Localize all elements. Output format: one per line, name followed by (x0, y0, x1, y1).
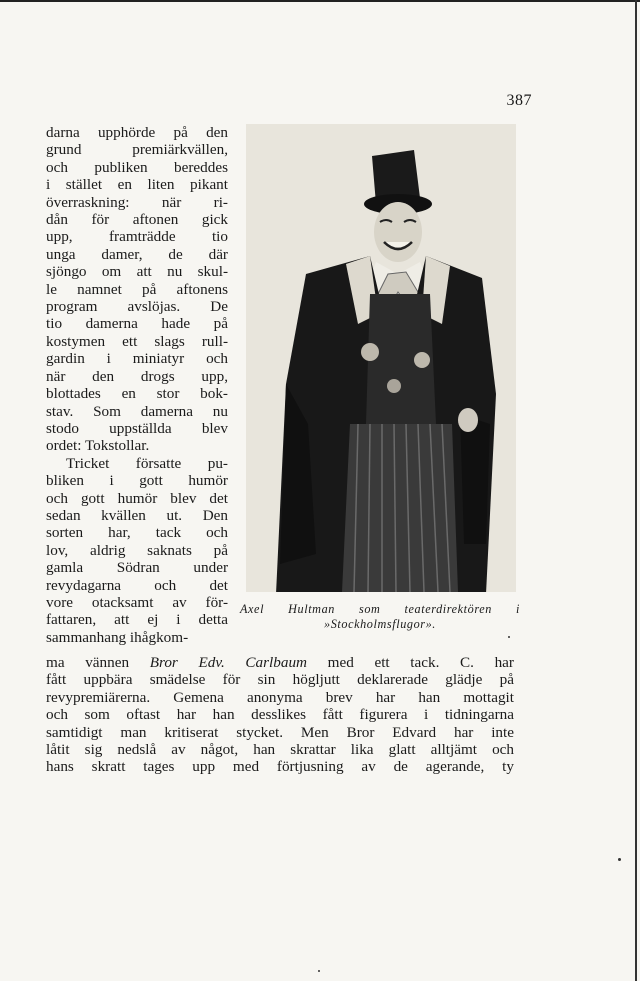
figure-caption (240, 602, 520, 632)
text-line: revypremiärerna. Gemena anonyma brev har han mottagit (46, 688, 514, 706)
text-segment: ma vännen (46, 654, 150, 671)
text-line: vore otacksamt av för- (46, 593, 228, 611)
speck-mark (508, 636, 510, 638)
person-name: Bror Edv. Carlbaum (149, 654, 308, 671)
caption-line: »Stockholmsflugor». (324, 617, 436, 631)
text-line: le namnet på aftonens (46, 280, 228, 298)
text-line: revydagarna och det (46, 576, 228, 594)
text-line: i stället en liten pikant (46, 176, 228, 194)
text-line: sedan kvällen ut. Den (46, 506, 228, 524)
speck-mark (618, 858, 621, 861)
page-number: 387 (506, 92, 532, 109)
photograph (246, 124, 516, 592)
text-line: dån för aftonen gick (46, 211, 228, 229)
text-line: fått uppbära smädelse för sin högljutt deklarerade glädje på (46, 671, 514, 689)
text-line (46, 654, 514, 671)
top-border-line (0, 0, 640, 2)
text-line: samtidigt man kritiserat stycket. Men Bror Edvard har inte (46, 723, 514, 741)
text-line: sorten har, tack och (46, 524, 228, 542)
text-line: stav. Som damerna nu (46, 402, 228, 420)
text-line: gamla Södran under (46, 559, 228, 577)
text-line: när den drogs upp, (46, 367, 228, 385)
text-line: tio damerna hade på (46, 315, 228, 333)
text-line: hans skratt tages upp med förtjusning av de agerande, ty (46, 758, 514, 776)
text-line: och publiken bereddes (46, 158, 228, 176)
text-line: lov, aldrig saknats på (46, 541, 228, 559)
text-line: program avslöjas. De (46, 298, 228, 316)
text-line: och gott humör blev det (46, 489, 228, 507)
text-line: unga damer, de där (46, 245, 228, 263)
text-line: och som oftast har han desslikes fått figurera i tidningarna (46, 706, 514, 724)
text-line: sammanhang ihågkom- (46, 628, 189, 646)
caption-line: Axel Hultman som teaterdirektören i (240, 602, 520, 616)
text-line: fattaren, att ej i detta (46, 611, 228, 629)
speck-mark (318, 970, 320, 972)
text-line: darna upphörde på den (46, 124, 228, 141)
text-line: överraskning: när ri- (46, 193, 228, 211)
text-line: bliken i gott humör (46, 472, 228, 490)
text-line: stodo uppställda blev (46, 419, 228, 437)
text-line: kostymen ett slags rull- (46, 332, 228, 350)
text-line: grund premiärkvällen, (46, 141, 228, 159)
photograph-figure (246, 124, 516, 592)
text-line: upp, framträdde tio (46, 228, 228, 246)
text-line: Tricket försatte pu- (66, 454, 228, 472)
text-line: ordet: Tokstollar. (46, 437, 150, 455)
text-segment: med ett tack. C. har (307, 654, 514, 671)
full-width-text (46, 654, 514, 776)
text-line: sjöngo om att nu skul- (46, 263, 228, 281)
left-column-text (46, 124, 228, 646)
text-line: låtit sig nedslå av något, han skrattar lika glatt alltjämt och (46, 741, 514, 759)
text-line: gardin i miniatyr och (46, 350, 228, 368)
text-line: blottades en stor bok- (46, 385, 228, 403)
right-border-line (635, 0, 637, 981)
